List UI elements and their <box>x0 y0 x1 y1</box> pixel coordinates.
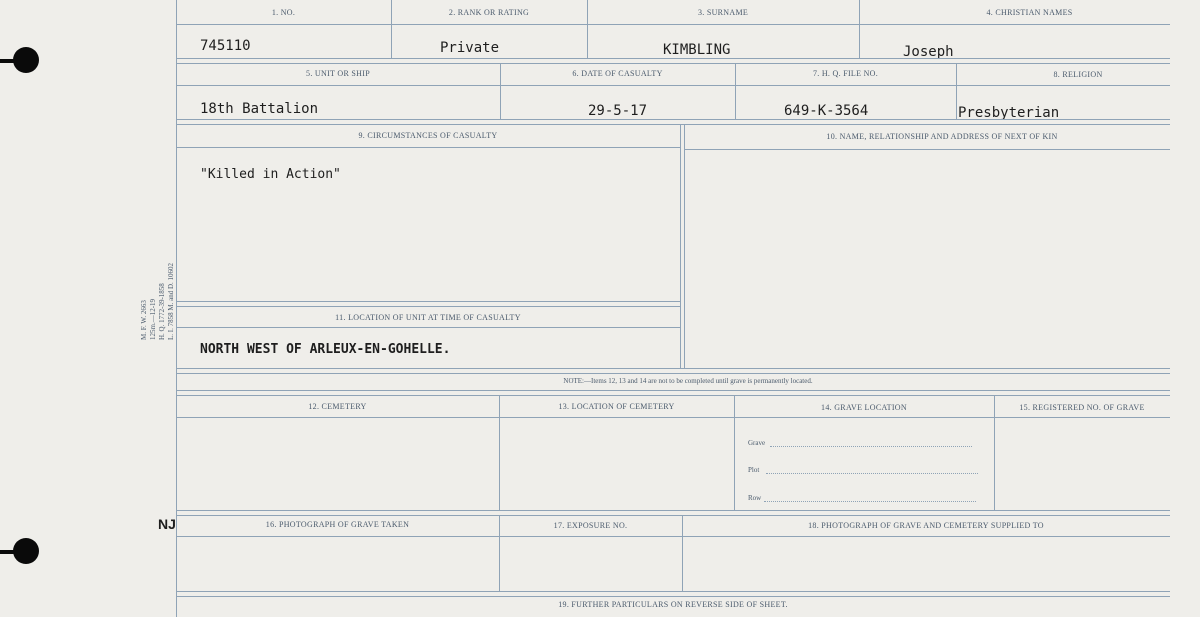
value-religion: Presbyterian <box>958 105 1060 121</box>
row-divider <box>176 368 1170 374</box>
print-line-1: M. F. W. 2663 <box>140 300 148 340</box>
value-hq-file-no: 649-K-3564 <box>784 103 869 119</box>
value-no: 745110 <box>200 38 251 54</box>
divider <box>176 85 1170 86</box>
label-further-particulars: 19. FURTHER PARTICULARS ON REVERSE SIDE OF SHEET. <box>558 600 788 609</box>
value-rank: Private <box>440 40 500 56</box>
divider <box>176 536 1170 537</box>
value-circumstances: "Killed in Action" <box>200 167 341 182</box>
plot-line <box>766 472 978 474</box>
label-rank: 2. RANK OR RATING <box>448 8 530 17</box>
row-divider <box>176 390 1170 396</box>
margin-mark: NJ <box>158 516 176 532</box>
label-date-of-casualty: 6. DATE OF CASUALTY <box>572 69 663 78</box>
value-unit: 18th Battalion <box>200 101 319 117</box>
value-surname: KIMBLING <box>663 42 731 58</box>
form-print-code <box>140 263 176 340</box>
label-surname: 3. SURNAME <box>697 8 749 17</box>
value-location-of-unit: NORTH WEST OF ARLEUX-EN-GOHELLE. <box>200 342 451 357</box>
label-christian-names: 4. CHRISTIAN NAMES <box>986 8 1073 17</box>
label-cemetery: 12. CEMETERY <box>308 402 367 411</box>
divider <box>176 327 680 328</box>
print-line-2: 125m.—12-19 <box>149 298 157 340</box>
divider <box>176 24 1170 25</box>
divider <box>176 417 1170 418</box>
value-christian-names: Joseph <box>903 44 954 60</box>
divider <box>499 395 500 510</box>
binder-hole-bottom <box>13 538 39 564</box>
grave-line-label: Grave <box>748 439 766 447</box>
row-divider <box>176 58 1170 64</box>
divider <box>684 149 1170 150</box>
label-no: 1. NO. <box>271 8 296 17</box>
divider <box>680 124 681 368</box>
divider <box>994 395 995 510</box>
label-photo-taken: 16. PHOTOGRAPH OF GRAVE TAKEN <box>265 520 410 529</box>
binder-hole-top <box>13 47 39 73</box>
label-religion: 8. RELIGION <box>1053 70 1103 79</box>
row-line-label: Row <box>748 494 762 502</box>
label-grave-location: 14. GRAVE LOCATION <box>821 403 907 412</box>
grave-line <box>770 445 972 447</box>
label-location-of-unit: 11. LOCATION OF UNIT AT TIME OF CASUALTY <box>335 313 521 322</box>
print-line-3: H. Q. 1772-39-1858 <box>158 283 166 340</box>
label-circumstances: 9. CIRCUMSTANCES OF CASUALTY <box>358 131 498 140</box>
divider <box>684 124 685 368</box>
label-registered-no: 15. REGISTERED NO. OF GRAVE <box>1019 403 1145 412</box>
note: NOTE:—Items 12, 13 and 14 are not to be completed until grave is permanently located. <box>563 377 813 385</box>
row-divider <box>176 119 1170 125</box>
row-divider <box>176 591 1170 597</box>
row-divider <box>176 301 680 307</box>
print-line-4: L. I. 7858 M. and D. 10602 <box>167 263 175 340</box>
divider <box>176 147 680 148</box>
label-next-of-kin: 10. NAME, RELATIONSHIP AND ADDRESS OF NEXT OF KIN <box>826 132 1058 141</box>
row-divider <box>176 510 1170 516</box>
value-date-of-casualty: 29-5-17 <box>588 103 648 119</box>
label-exposure-no: 17. EXPOSURE NO. <box>553 521 628 530</box>
label-unit: 5. UNIT OR SHIP <box>306 69 370 78</box>
row-line <box>764 500 976 502</box>
label-location-of-cemetery: 13. LOCATION OF CEMETERY <box>558 402 675 411</box>
plot-line-label: Plot <box>748 466 760 474</box>
label-photo-supplied: 18. PHOTOGRAPH OF GRAVE AND CEMETERY SUPPLIED TO <box>808 521 1044 530</box>
divider <box>734 395 735 510</box>
label-hq-file-no: 7. H. Q. FILE NO. <box>812 69 879 78</box>
